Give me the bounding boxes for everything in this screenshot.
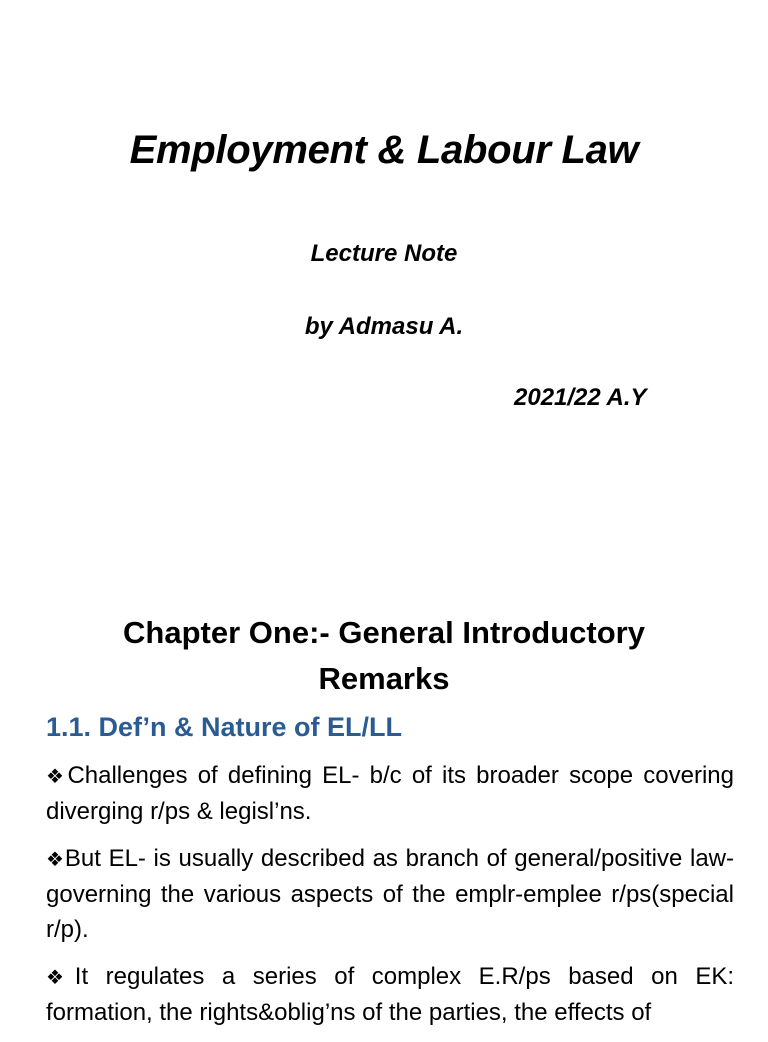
document-author: by Admasu A. <box>304 313 464 340</box>
bullet-list <box>46 758 734 1042</box>
diamond-bullet-icon: ❖ <box>46 847 65 871</box>
list-item <box>46 959 734 1030</box>
diamond-bullet-icon: ❖ <box>46 965 75 989</box>
document-title: Employment & Labour Law <box>129 128 639 172</box>
section-heading: 1.1. Def’n & Nature of EL/LL <box>46 712 403 742</box>
bullet-text: Challenges of defining EL- b/c of its broader scope covering diverging r/ps & legisl’ns. <box>46 762 734 825</box>
chapter-title: Chapter One:- General Introductory Remarks <box>123 615 645 696</box>
list-item <box>46 841 734 947</box>
bullet-text: But EL- is usually described as branch of general/positive law- governing the various aspects of the emplr-emplee r/ps(special r/p). <box>46 845 734 943</box>
list-item <box>46 758 734 829</box>
content-slide <box>0 560 768 1024</box>
diamond-bullet-icon: ❖ <box>46 764 68 788</box>
document-subtitle: Lecture Note <box>310 240 458 267</box>
academic-year: 2021/22 A.Y <box>514 384 647 411</box>
bullet-text: It regulates a series of complex E.R/ps based on EK: formation, the rights&oblig’ns of the parties, the effects of <box>46 963 734 1026</box>
